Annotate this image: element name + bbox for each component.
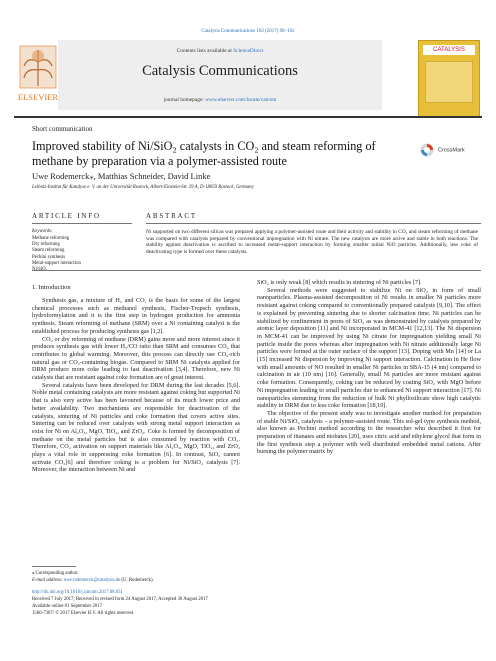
abstract-text: Ni supported on two different silicas was prepared applying a polymer-assisted route and their activity and stability in CO₂ and steam reforming of methane was compared with catalysts prepared by conventional impregnation with Ni nitrate. The new catalysts are more active and stable in both reactions. The stability against deactivation is ascribed to increased metal-support interaction by forming smaller initial NiO particles. Additionally, less coke of deactivating type is formed over these catalysts.	[146, 229, 478, 255]
paragraph: The objective of the present study was to investigate another method for preparation of stable Ni/SiO₂ catalysts – a polymer-assisted route. This sol-gel type synthesis method, also known as Pechini method according to the researcher who described it first for preparation of titanates and niobates [20], uses citric acid and ethylene glycol that form in the first synthesis step a polymer with well distributed embedded metal cations. After burning the polymer matrix by	[257, 409, 481, 456]
keyword[interactable]: Pechini synthesis	[32, 254, 66, 260]
copyright-notice: 1566-7367/ © 2017 Elsevier B.V. All rights reserved.	[32, 611, 135, 616]
elsevier-wordmark: ELSEVIER	[17, 92, 59, 102]
article-info-rule	[32, 223, 132, 224]
elsevier-logo	[14, 40, 62, 110]
crossmark-badge[interactable]	[420, 141, 480, 157]
article-type: Short communication	[32, 125, 93, 133]
article-title: Improved stability of Ni/SiO₂ catalysts in CO₂ and steam reforming of methane by preparation via a polymer-assisted route	[32, 139, 376, 168]
email-link[interactable]: uwe.rodemerck@catalysis.de	[63, 578, 121, 583]
keywords-list	[32, 236, 81, 273]
section-heading-introduction: 1. Introduction	[32, 284, 71, 291]
corresponding-author-note: ⁎ Corresponding author.	[32, 571, 79, 576]
abstract-heading: ABSTRACT	[146, 212, 197, 220]
article-info-heading: ARTICLE INFO	[32, 212, 101, 220]
homepage-link[interactable]: www.elsevier.com/locate/catcom	[205, 97, 277, 103]
body-column-right	[257, 279, 481, 456]
journal-reference[interactable]: Catalysis Communications 102 (2017) 98–102	[201, 29, 295, 34]
email-suffix: (U. Rodemerck).	[120, 578, 154, 583]
cover-graphic	[425, 61, 473, 103]
email-line	[32, 578, 154, 584]
doi-link[interactable]: http://dx.doi.org/10.1016/j.catcom.2017.08.031	[32, 590, 123, 595]
cover-title: CATALYSIS	[423, 45, 475, 55]
contents-prefix: Contents lists available at	[176, 48, 234, 54]
footnote-rule	[32, 566, 76, 567]
available-online-date: Available online 01 September 2017	[32, 604, 102, 609]
keywords-title: Keywords:	[32, 229, 53, 234]
paragraph: CO₂ or dry reforming of methane (DRM) gains more and more interest since it produces synthesis gas with lower H₂/CO ratio than SRM and consumes CO₂ that contributes to global warming. Moreover, this process can directly use CO₂-rich natural gas or CO₂-containing biogas. Compared to SRM Ni catalysts applied for DRM produce more coke leading to fast deactivation [3,4]. Therefore, new Ni catalysts that are resistant against coke formation are of great interest.	[32, 335, 240, 382]
journal-homepage	[58, 97, 382, 103]
keyword[interactable]: Metal-support interaction	[32, 260, 81, 266]
keyword[interactable]: Dry reforming	[32, 242, 60, 248]
keyword[interactable]: Methane reforming	[32, 236, 70, 241]
contents-line	[58, 48, 382, 54]
body-column-left	[32, 297, 240, 474]
homepage-prefix: journal homepage:	[163, 97, 206, 103]
received-dates: Received 7 July 2017; Received in revised form 24 August 2017; Accepted 30 August 2017	[32, 597, 208, 602]
keyword[interactable]: Steam reforming	[32, 248, 65, 254]
email-prefix: E-mail address:	[32, 578, 64, 583]
journal-cover-image	[418, 40, 480, 118]
abstract-rule	[146, 223, 481, 224]
author-list: Uwe Rodemerck⁎, Matthias Schneider, David Linke	[32, 171, 211, 181]
sciencedirect-link[interactable]: ScienceDirect	[233, 48, 264, 54]
header-rule	[14, 116, 482, 118]
affiliation: Leibniz-Institut für Katalyse e. V. an der Universität Rostock, Albert-Einstein-Str. 29 A, D-18059 Rostock, Germany	[32, 185, 254, 190]
paragraph: Synthesis gas, a mixture of H₂ and CO, is the basis for some of the largest chemical processes such as methanol synthesis, Fischer-Tropsch synthesis, hydroformylation and it is the first step in hydrogen production for ammonia synthesis. Steam reforming of methane (SRM) over a Ni containing catalyst is the established process for producing synthesis gas [1,2].	[32, 297, 240, 335]
paragraph: Several methods were suggested to stabilize Ni on SiO₂ in form of small nanoparticles. Plasma-assisted decomposition of Ni results in smaller Ni particles more resistant against coking compared to conventionally prepared catalysts [9,10]. The effect is explained by preventing sintering due to shorter calcination time. Ni particles can be stabilized by confinement in pores of SiO₂ as was demonstrated by catalysts prepared by atomic layer deposition [11] and Ni incorporated in MCM-41 [12,13]. The Ni dispersion in MCM-41 can be improved by using Ni citrate for impregnation yielding small Ni particle inside the pores whereas after impregnation with Ni nitrate additionally large Ni particles were formed at the outer surface of the support [13]. Doping with Mn [14] or La [15] increased Ni dispersion by improving Ni support interaction. Calcination in He flow with small amounts of NO resulted in smaller Ni particles in SBA-15 (4 nm) compared to calcination in air (10 nm) [16]. Generally, small Ni particles are more resistant against coke formation. Consequently, coking can be reduced by coating SiO₂ with MgO before Ni impregnation leading to small particles due to enhanced Ni support interaction [17]. Ni nanoparticles stemming from the reduction of bulk Ni phyllosilicate show high catalytic stability in DRM due to less coke formation [18,19].	[257, 286, 481, 410]
crossmark-label: CrossMark	[438, 147, 465, 154]
crossmark-icon	[420, 143, 434, 157]
paragraph: Several catalysts have been developed for DRM during the last decades [5,6]. Noble metal containing catalysts are more resistant against coking but supported Ni that is also very active has been favoured because of its much lower price and better availability. Two mechanisms are responsible for deactivation of the catalysts, sintering of Ni particles and coke formation that covers active sites. Sintering can be reduced over catalysts with strong metal support interaction as exist for Ni on Al₂O₃, MgO, TiO₂, and ZrO₂. Coke is formed by decomposition of methane on the metal particles but is also consumed by reaction with CO₂. Therefore, CO₂ activation on support materials like Al₂O₃, MgO, TiO₂, and ZrO₂ plays a vital role in suppressing coke formation [6]. In contrast, SiO₂ cannot activate CO₂[6] and therefore coking is a problem for Ni/SiO₂ catalysts [7]. Moreover, the interaction between Ni and	[32, 381, 240, 474]
abstract-bottom-rule	[32, 270, 481, 271]
paragraph-continued: SiO₂ is only weak [8] which results in sintering of Ni particles [7].	[257, 279, 422, 286]
journal-title: Catalysis Communications	[142, 63, 298, 79]
